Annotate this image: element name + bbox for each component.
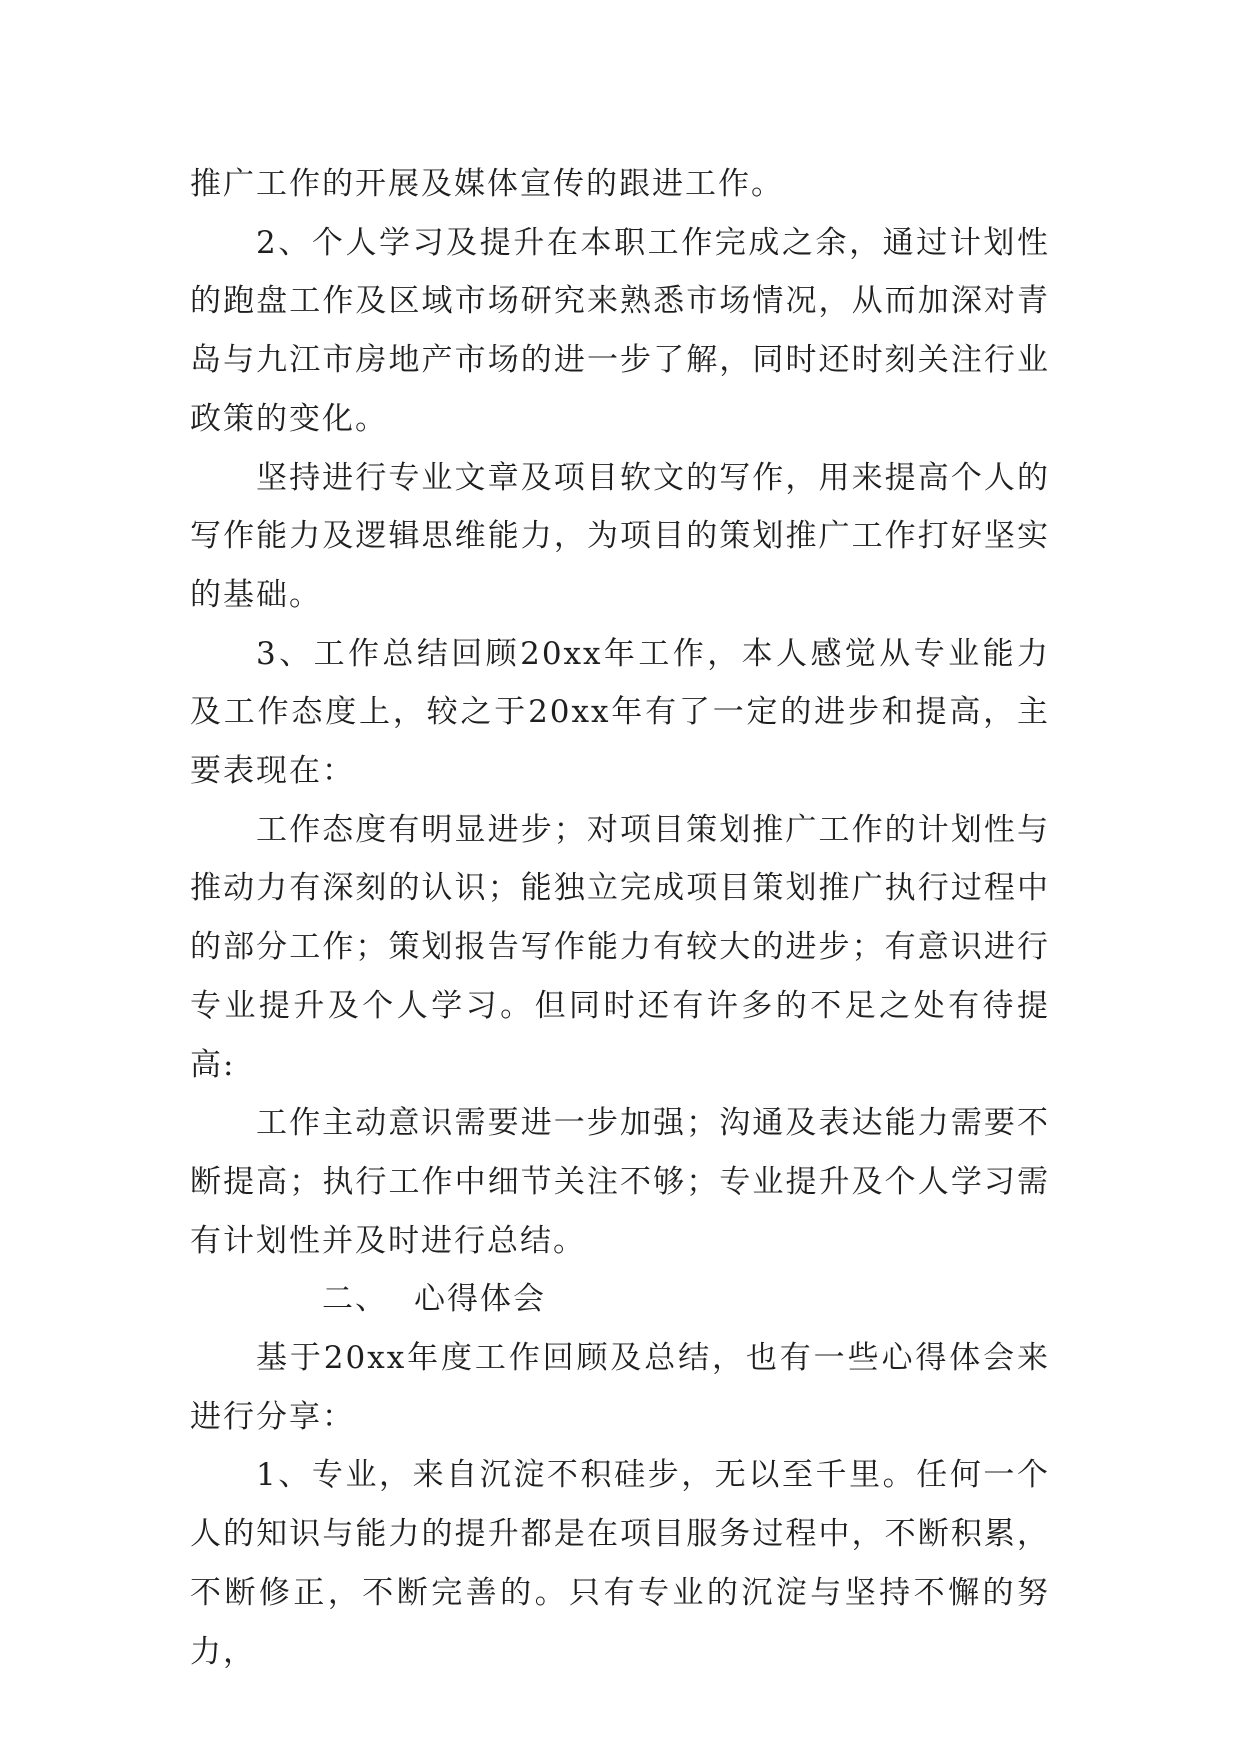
document-body: [190, 155, 1050, 1681]
paragraph-work-summary: 3、工作总结回顾20xx年工作，本人感觉从专业能力及工作态度上，较之于20xx年有了一定的进步和提高，主要表现在：: [190, 635, 1050, 790]
section-heading-number: 二、: [322, 1281, 388, 1318]
paragraph-improvements: 工作主动意识需要进一步加强；沟通及表达能力需要不断提高；执行工作中细节关注不够；专业提升及个人学习需有计划性并及时进行总结。: [190, 1105, 1050, 1259]
section-heading-title: 心得体会: [414, 1281, 546, 1318]
paragraph-personal-study: 2、个人学习及提升在本职工作完成之余，通过计划性的跑盘工作及区域市场研究来熟悉市场情况，从而加深对青岛与九江市房地产市场的进一步了解，同时还时刻关注行业政策的变化。: [190, 224, 1050, 437]
paragraph-continuation: 推广工作的开展及媒体宣传的跟进工作。: [190, 166, 784, 202]
paragraph-progress: 工作态度有明显进步；对项目策划推广工作的计划性与推动力有深刻的认识；能独立完成项目策划推广执行过程中的部分工作；策划报告写作能力有较大的进步；有意识进行专业提升及个人学习。但同时还有许多的不足之处有待提高:: [190, 811, 1050, 1083]
paragraph-experience-intro: 基于20xx年度工作回顾及总结，也有一些心得体会来进行分享：: [190, 1340, 1050, 1435]
paragraph-writing-practice: 坚持进行专业文章及项目软文的写作，用来提高个人的写作能力及逻辑思维能力，为项目的策划推广工作打好坚实的基础。: [190, 459, 1050, 613]
paragraph-professional-accumulation: 1、专业，来自沉淀不积硅步，无以至千里。任何一个人的知识与能力的提升都是在项目服务过程中，不断积累，不断修正，不断完善的。只有专业的沉淀与坚持不懈的努力，: [190, 1457, 1050, 1670]
section-heading: [190, 1270, 1050, 1329]
